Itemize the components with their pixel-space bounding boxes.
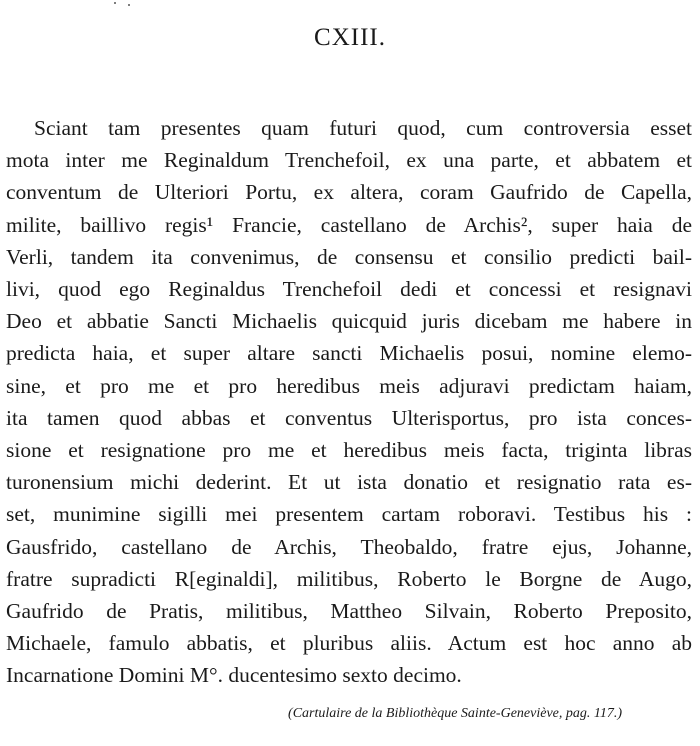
charter-number-heading: CXIII. [314, 24, 386, 51]
text-line: Gaufrido de Pratis, militibus, Mattheo Silvain, Roberto Preposito, [6, 599, 692, 624]
text-line: Verli, tandem ita convenimus, de consensu et consilio predicti bail- [6, 244, 692, 269]
text-line: turonensium michi dederint. Et ut ista donatio et resignatio rata es- [6, 470, 692, 495]
text-line: Deo et abbatie Sancti Michaelis quicquid juris dicebam me habere in [6, 309, 692, 334]
text-line: Michaele, famulo abbatis, et pluribus aliis. Actum est hoc anno ab [6, 631, 692, 656]
text-line: sine, et pro me et pro heredibus meis adjuravi predictam haiam, [6, 373, 692, 398]
text-line: set, munimine sigilli mei presentem cartam roboravi. Testibus his : [6, 502, 692, 527]
text-line: ita tamen quod abbas et conventus Ulterisportus, pro ista conces- [6, 405, 692, 430]
text-line: Gausfrido, castellano de Archis, Theobaldo, fratre ejus, Johanne, [6, 534, 692, 559]
text-line: mota inter me Reginaldum Trenchefoil, ex una parte, et abbatem et [6, 148, 692, 173]
print-speck [128, 4, 130, 6]
text-line: conventum de Ulteriori Portu, ex altera, coram Gaufrido de Capella, [6, 180, 692, 205]
text-line: fratre supradicti R[eginaldi], militibus, Roberto le Borgne de Augo, [6, 566, 692, 591]
text-line: sione et resignatione pro me et heredibus meis facta, triginta libras [6, 438, 692, 463]
source-citation: (Cartulaire de la Bibliothèque Sainte-Geneviève, pag. 117.) [288, 706, 622, 721]
text-line: milite, baillivo regis¹ Francie, castellano de Archis², super haia de [6, 212, 692, 237]
text-line: predicta haia, et super altare sancti Michaelis posui, nomine elemo- [6, 341, 692, 366]
text-line: Sciant tam presentes quam futuri quod, cum controversia esset [34, 116, 692, 140]
charter-text [6, 112, 692, 692]
text-line: Incarnatione Domini M°. ducentesimo sexto decimo. [6, 663, 462, 688]
print-speck [114, 2, 116, 4]
text-line: livi, quod ego Reginaldus Trenchefoil dedi et concessi et resignavi [6, 277, 692, 302]
